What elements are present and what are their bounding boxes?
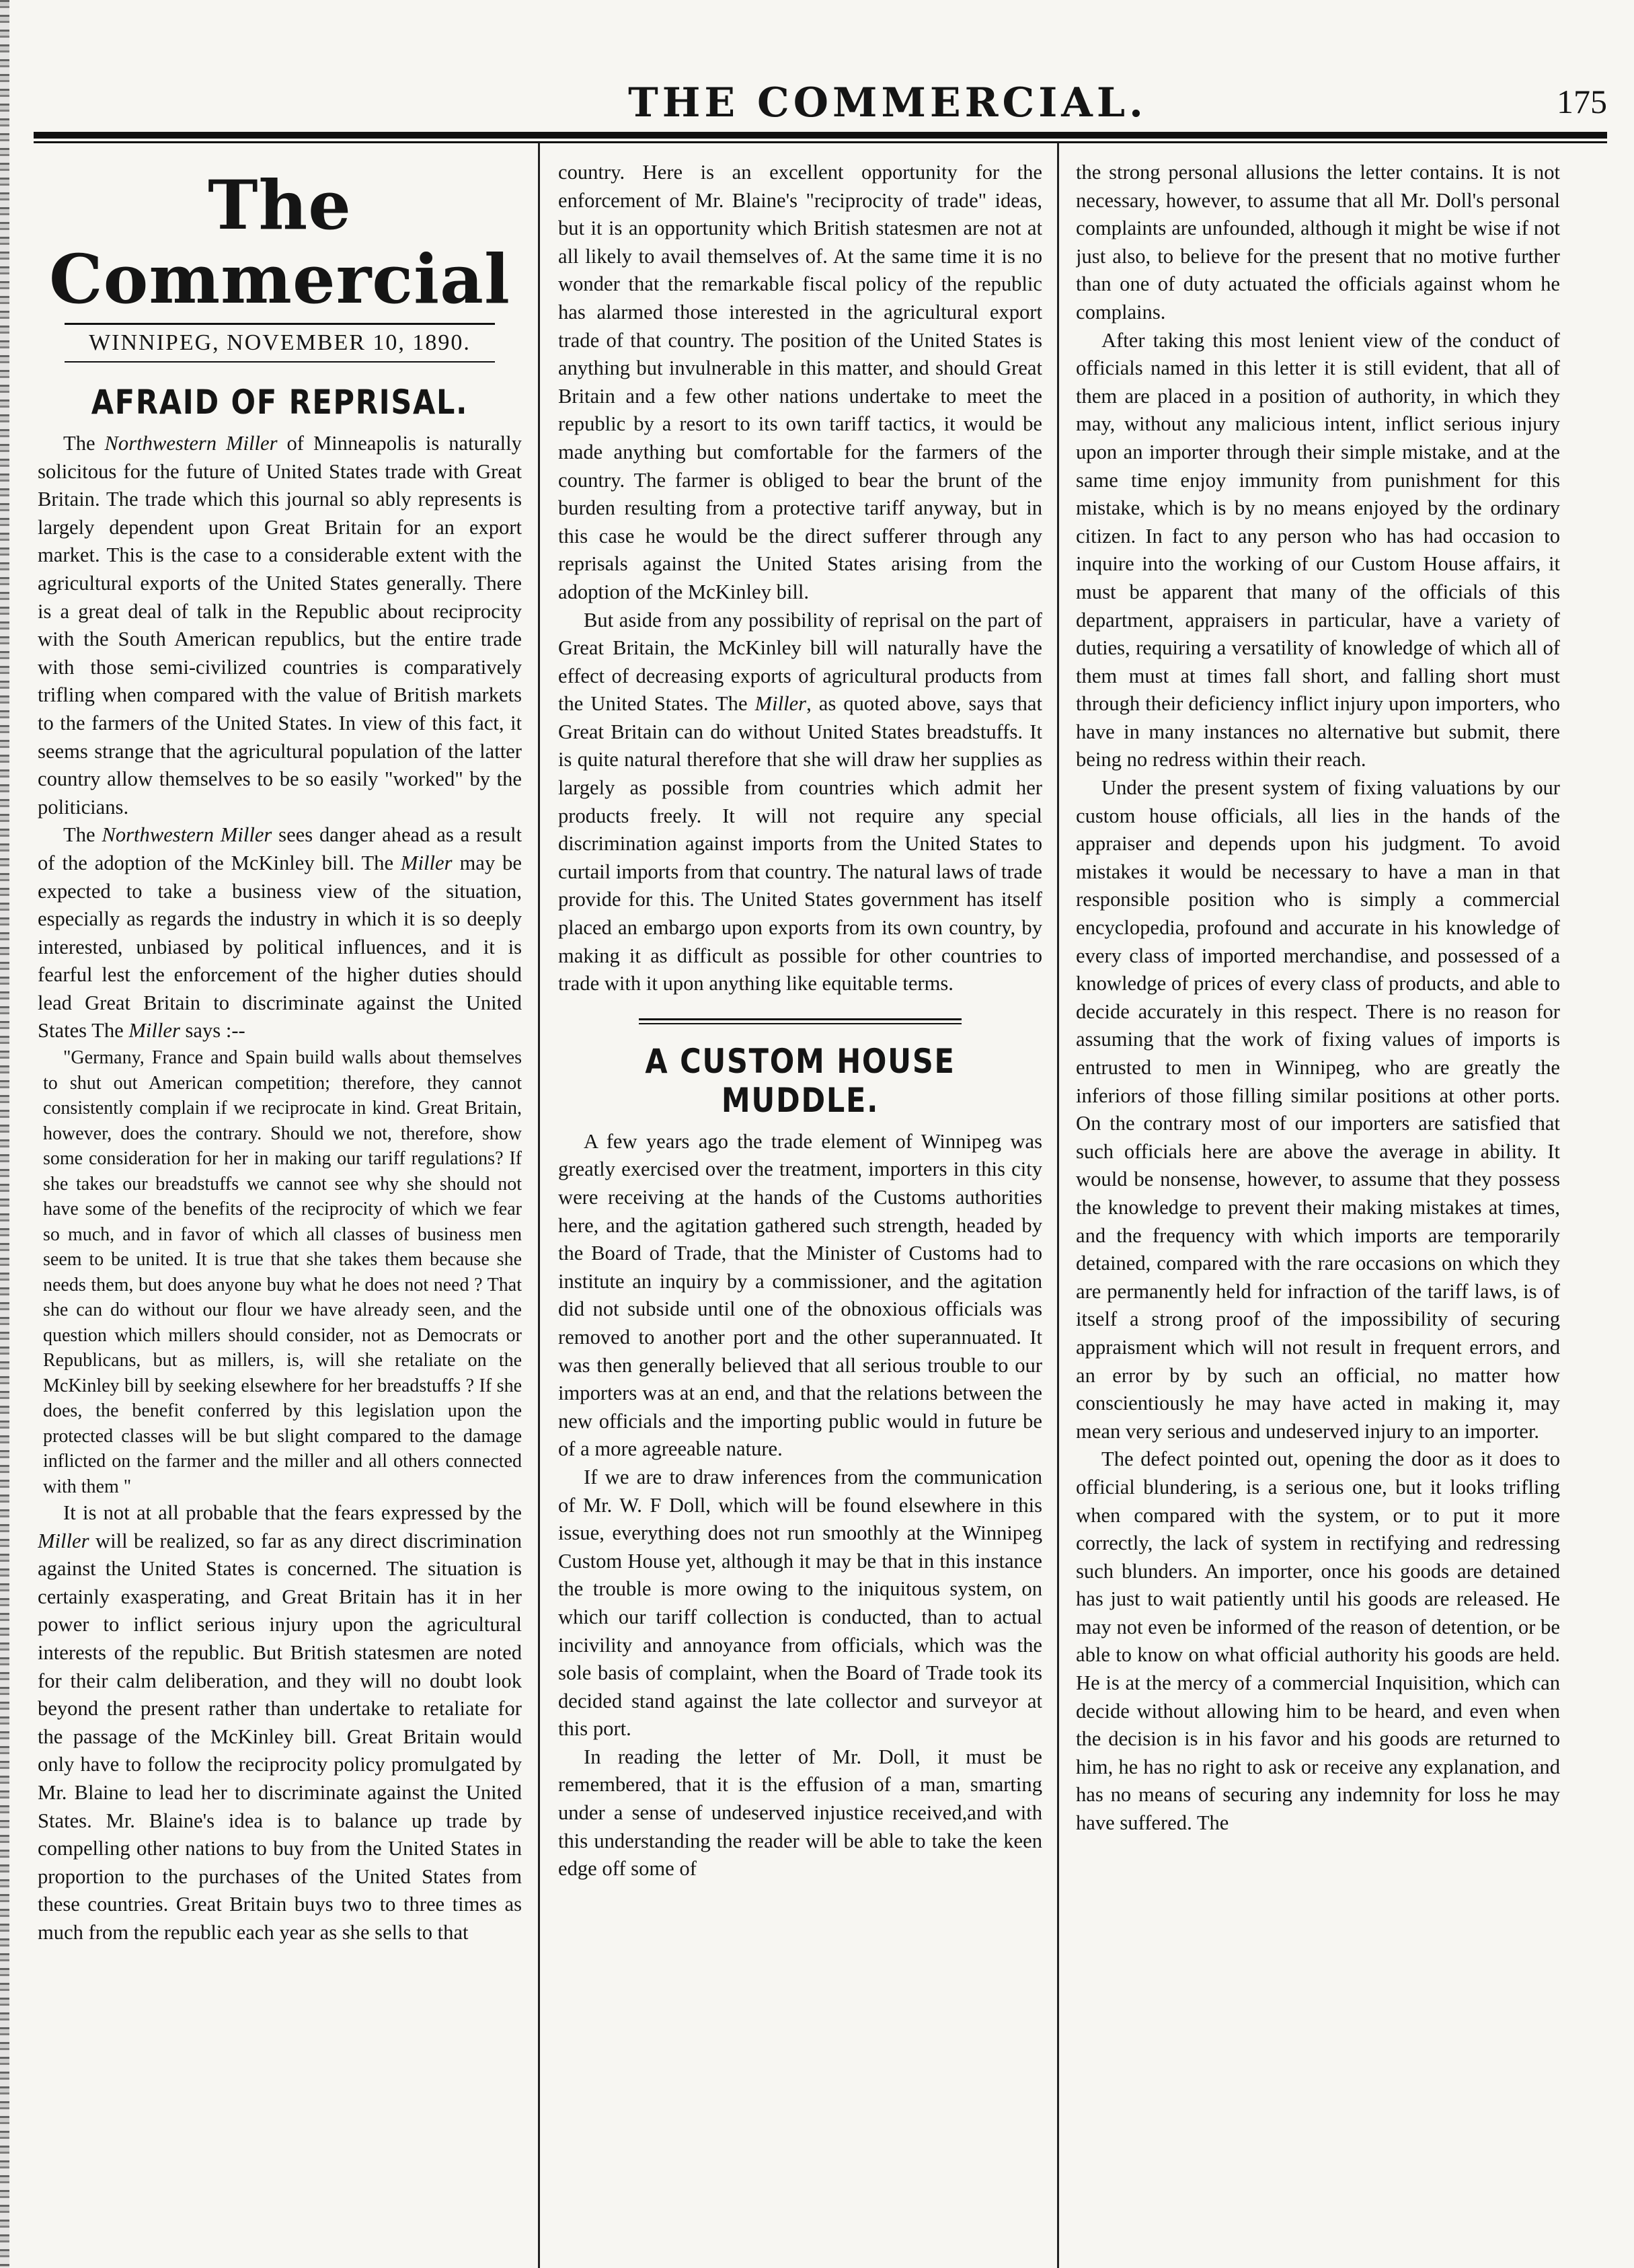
masthead-rule-lower bbox=[65, 361, 495, 363]
header-rule-thick bbox=[34, 132, 1607, 139]
masthead-rule bbox=[65, 323, 495, 325]
article-1-paragraph: But aside from any possibility of reprisal on the part of Great Britain, the McKinley bill will naturally have the effect of decreasing exports of agricultural products from the United States. The Miller, as quoted above, says that Great Britain can do without United States breadstuffs. It is quite natural therefore that she will draw her supplies as largely as possible from countries which admit her products freely. It will not require any special discrimination against imports from the United States to curtail imports from that country. The natural laws of trade provide for this. The United States government has itself placed an embargo upon exports from its own country, by making it as difficult as possible for other countries to trade with it upon anything like equitable terms. bbox=[558, 608, 1042, 995]
column-divider-1 bbox=[538, 143, 540, 2268]
article-2-paragraph: If we are to draw inferences from the communication of Mr. W. F Doll, which will be found elsewhere in this issue, everything does not run smoothly at the Winnipeg Custom House yet, although it may be that in this instance the trouble is more owing to the iniquitous system, on which our tariff collection is conducted, than to actual incivility and annoyance from officials, which was the sole basis of complaint, when the Board of Trade took its decided stand against the late collector and surveyor at this port. bbox=[558, 1465, 1042, 1741]
article-2-paragraph: A few years ago the trade element of Winnipeg was greatly exercised over the treatment, importers in this city were receiving at the hands of the Customs authorities here, and the agitation gathered such strength, headed by the Board of Trade, that the Minister of Customs had to institute an inquiry by a commissioner, and the agitation did not subside until one of the obnoxious officials was removed to another port and the other superannuated. It was then generally believed that all serious trouble to our importers was at an end, and that the relations between the new officials and the importing public would in future be of a more agreeable nature. bbox=[558, 1129, 1042, 1461]
running-head bbox=[0, 79, 1634, 133]
column-3 bbox=[1076, 159, 1560, 2267]
article-1-paragraph: It is not at all probable that the fears expressed by the Miller will be realized, so far as any direct discrimination against the United States is concerned. The situation is certainly exasperating, and Great Britain has it in her power to inflict serious injury upon the agricultural interests of the republic. But British statesmen are noted for their calm deliberation, and they will no doubt look beyond the present rather than undertake to retaliate for the passage of the McKinley bill. Great Britain would only have to follow the reciprocity policy promulgated by Mr. Blaine to lead her to discriminate against the United States. Mr. Blaine's idea is to balance up trade by compelling other nations to buy from the United States in proportion to the purchases of the United States from these countries. Great Britain buys two to three times as much from the republic each year as she sells to that bbox=[38, 1501, 522, 1944]
header-rule-thin bbox=[34, 141, 1607, 143]
masthead-title: The Commercial bbox=[49, 165, 510, 319]
column-divider-2 bbox=[1057, 143, 1059, 2268]
article-1-headline: AFRAID OF REPRISAL. bbox=[91, 383, 469, 422]
article-2-paragraph: After taking this most lenient view of the conduct of officials named in this letter it is still evident, that all of them are placed in a position of authority, in which they may, without any malicious intent, inflict serious injury upon an importer through their simple mistake, and at the same time enjoy immunity from punishment for this mistake, which is by no means enjoyed by the ordinary citizen. In fact to any person who has had occasion to inquire into the working of our Custom House affairs, it must be apparent that many of the officials of this department, appraisers in particular, have a variety of duties, requiring a versatility of knowledge of which all of them must at times fall short, and falling short must through their deficiency inflict injury upon importers, who have in many instances no alternative but submit, there being no redress within their reach. bbox=[1076, 328, 1560, 771]
article-1-continuation: country. Here is an excellent opportunity for the enforcement of Mr. Blaine's "reciprocity of trade" ideas, but it is an opportunity which British statesmen are not at all likely to avail themselves of. At the same time it is no wonder that the remarkable fiscal policy of the republic has alarmed those interested in the agricultural export trade of that country. The position of the United States is anything but invulnerable in this matter, and should Great Britain and a few other nations undertake to meet the republic by a resort to its own tariff tactics, it would be made anything but comfortable for the farmers of the country. The farmer is obliged to bear the brunt of the burden resulting from a protective tariff anyway, but in this case he would be the direct sufferer through any reprisals against the United States arising from the adoption of the McKinley bill. bbox=[558, 161, 1042, 603]
running-head-title: THE COMMERCIAL. bbox=[628, 79, 1147, 126]
page-number: 175 bbox=[1557, 83, 1607, 120]
article-2-paragraph: In reading the letter of Mr. Doll, it must be remembered, that it is the effusion of a man, smarting under a sense of undeserved injustice received,and with this understanding the reader will be able to take the keen edge off some of bbox=[558, 1745, 1042, 1881]
article-1-paragraph: The Northwestern Miller sees danger ahead as a result of the adoption of the McKinley bill. The Miller may be expected to take a business view of the situation, especially as regards the industry in which it is so deeply interested, unbiased by political influences, and it is fearful lest the enforcement of the higher duties should lead Great Britain to discriminate against the United States The Miller says :-- bbox=[38, 823, 522, 1043]
article-2-continuation: the strong personal allusions the letter contains. It is not necessary, however, to assume that all Mr. Doll's personal complaints are unfounded, although it might be wise if not just also, to believe for the present that no motive further than one of duty actuated the officials against whom he complains. bbox=[1076, 161, 1560, 324]
article-2-headline: A CUSTOM HOUSE MUDDLE. bbox=[645, 1041, 956, 1120]
column-1 bbox=[38, 159, 522, 2267]
article-2-paragraph: The defect pointed out, opening the door as it does to official blundering, is a serious one, but it looks trifling when compared with the system, or to put it more correctly, the lack of system in rectifying and redressing such blunders. An importer, once his goods are detained has just to wait patiently until his goods are released. He may not even be informed of the reason of detention, or be able to know on what official authority his goods are held. He is at the mercy of a commercial Inquisition, which can decide without allowing him to be heard, and even when the decision is in his favor and his goods are returned to him, he has no right to ask or receive any explanation, and has no means of securing any indemnity for loss he may have suffered. The bbox=[1076, 1447, 1560, 1835]
article-separator-thin bbox=[639, 1023, 962, 1024]
dateline: WINNIPEG, NOVEMBER 10, 1890. bbox=[89, 330, 471, 355]
article-1-quotation: "Germany, France and Spain build walls about themselves to shut out American competition; therefore, they cannot consistently complain if we reciprocate in kind. Great Britain, however, does the contrary. Should we not, therefore, show some consideration for her in making our tariff regulations? If she takes our breadstuffs we cannot see why she should not have some of the benefits of the reciprocity of which we fear so much, and in favor of which all classes of business men seem to be united. It is true that she takes them because she needs them, but does anyone buy what he does not need ? That she can do without our flour we have already seen, and the question which millers should consider, not as Democrats or Republicans, but as millers, is, will she retaliate on the McKinley bill by seeking elsewhere for her breadstuffs ? If she does, the benefit conferred by this legislation upon the protected classes will be but slight compared to the damage inflicted on the farmer and the miller and all others connected with them " bbox=[43, 1047, 522, 1497]
article-2-paragraph: Under the present system of fixing valuations by our custom house officials, all lies in the hands of the appraiser and depends upon his judgment. To avoid mistakes it would be necessary to have a man in that responsible position who is simply a commercial encyclopedia, profound and accurate in his knowledge of every class of imported merchandise, and possessed of a knowledge of prices of every class of products, and able to decide accurately in this respect. There is no reason for assuming that the work of fixing values of imports is entrusted to men in Winnipeg, who are greatly the inferiors of those filling similar positions at other ports. On the contrary most of our importers are satisfied that such officials here are above the average in ability. It would be nonsense, however, to assume that they possess the knowledge to prevent their making mistakes at times, and the frequency with which imports are temporarily detained, compared with the rare occasions on which they are permanently held for infraction of the tariff laws, is of itself a strong proof of the impossibility of securing appraisment which will not result in frequent errors, and an error by by such an official, no matter how conscientiously he may have acted in making it, may mean very serious and undeserved injury to an importer. bbox=[1076, 776, 1560, 1443]
page-binding-edge bbox=[0, 0, 9, 2267]
article-1-paragraph: The Northwestern Miller of Minneapolis is naturally solicitous for the future of United States trade with Great Britain. The trade which this journal so ably represents is largely dependent upon Great Britain for an export market. This is the case to a considerable extent with the agricultural exports of the United States generally. There is a great deal of talk in the Republic about reciprocity with the South American republics, but the entire trade with those semi-civilized countries is comparatively trifling when compared with the value of British markets to the farmers of the United States. In view of this fact, it seems strange that the agricultural population of the latter country allow themselves to be so easily "worked" by the politicians. bbox=[38, 432, 522, 819]
article-separator bbox=[639, 1018, 962, 1020]
column-2 bbox=[558, 159, 1042, 2267]
